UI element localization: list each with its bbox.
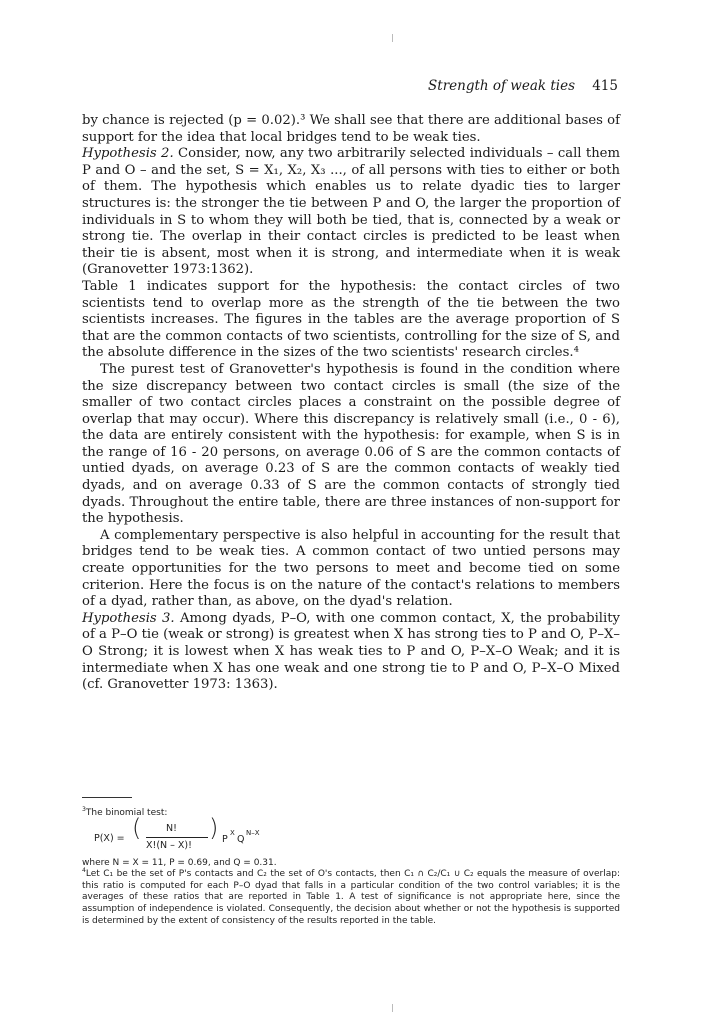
formula-q-exponent: N–X [246, 828, 260, 837]
hypothesis-2-text: Consider, now, any two arbitrarily selected individuals – call them P and O – and the set, S = X₁, X₂, X₃ ..., of all persons with ties to either or both of them. The hypothesis which enables us to relate dyadic ties to larger structures is: the stronger the tie between P and O, the larger the proportion of individuals in S to whom they will both be tied, that is, connected by a weak or strong tie. The overlap in their contact circles is predicted to be least when their tie is absent, most when it is strong, and intermediate when it is weak (Granovetter 1973:1362). [82, 146, 620, 278]
hypothesis-2-label: Hypothesis 2. [82, 146, 174, 162]
hypothesis-3-label: Hypothesis 3. [82, 610, 175, 626]
formula-left-paren: ( [132, 813, 142, 842]
paragraph: A complementary perspective is also helpful in accounting for the result that bridges tend to be weak ties. A common contact of two untied persons may create opportunities for the two persons to meet and become tied on some criterion. Here the focus is on the nature of the contact's relations to members of a dyad, rather than, as above, on the dyad's relation. [82, 527, 620, 610]
body-text [82, 113, 620, 694]
formula-lhs: P(X) = [94, 832, 125, 844]
formula-right-paren: ) [209, 813, 219, 842]
hypothesis-3-text: Among dyads, P–O, with one common contact, X, the probability of a P–O tie (weak or strong) is greatest when X has strong ties to P and O, P–X–O Strong; it is lowest when X has weak ties to P and O, P–X–O Weak; and it is intermediate when X has one weak and one strong tie to P and O, P–X–O Mixed (cf. Granovetter 1973: 1363). [82, 610, 620, 693]
paragraph: The purest test of Granovetter's hypothesis is found in the condition where the size discrepancy between two contact circles is small (the size of the smaller of two contact circles places a constraint on the possible degree of overlap that may occur). Where this discrepancy is relatively small (i.e., 0 - 6), the data are entirely consistent with the hypothesis: for example, when S is in the range of 16 - 20 persons, on average 0.06 of S are the common contacts of untied dyads, on average 0.23 of S are the common contacts of weakly tied dyads, and on average 0.33 of S are the common contacts of strongly tied dyads. Throughout the entire table, there are three instances of non-support for the hypothesis. [82, 361, 620, 527]
formula-denominator: X!(N – X)! [146, 839, 192, 851]
crop-mark-top [392, 34, 393, 42]
formula-p-exponent: X [230, 828, 235, 837]
page-number: 415 [592, 78, 618, 94]
footnote-4-text: Let C₁ be the set of P's contacts and C₂ the set of O's contacts, then C₁ ∩ C₂/C₁ ∪ C₂ equals the measure of overlap: this ratio is computed for each P–O dyad that falls in a particular condition of the two control variables; it is the averages of these ratios that are reported in Table 1. A test of significance is not appropriate here, since the assumption of independence is violated. Consequently, the decision about whether or not the hypothesis is supported is determined by the extent of consistency of the results reported in the table. [82, 869, 620, 926]
footnote-4-marker: 4 [82, 867, 86, 875]
running-title: Strength of weak ties [428, 78, 576, 94]
footnote-4 [82, 869, 620, 927]
footnote-3-intro: The binomial test: [85, 808, 168, 818]
footnotes [82, 808, 620, 927]
hypothesis-3 [82, 611, 620, 694]
formula-numerator: N! [166, 822, 177, 834]
formula-q: Q [237, 833, 245, 845]
paragraph: by chance is rejected (p = 0.02).³ We shall see that there are additional bases of support for the idea that local bridges tend to be weak ties. [82, 113, 620, 145]
footnote-3-marker: 3 [82, 806, 86, 813]
formula-p: P [222, 833, 228, 845]
footnote-3 [82, 808, 620, 820]
formula-fraction-bar [146, 837, 208, 838]
running-header [428, 78, 618, 94]
paragraph: Table 1 indicates support for the hypothesis: the contact circles of two scientists tend to overlap more as the strength of the tie between the two scientists increases. The figures in the tables are the average proportion of S that are the common contacts of two scientists, controlling for the size of S, and the absolute difference in the sizes of the two scientists' research circles.⁴ [82, 278, 620, 361]
binomial-formula [88, 813, 620, 854]
footnote-3-where: where N = X = 11, P = 0.69, and Q = 0.31. [82, 857, 277, 868]
hypothesis-2 [82, 146, 620, 279]
crop-mark-bottom [392, 1004, 393, 1012]
footnote-rule [82, 797, 132, 798]
